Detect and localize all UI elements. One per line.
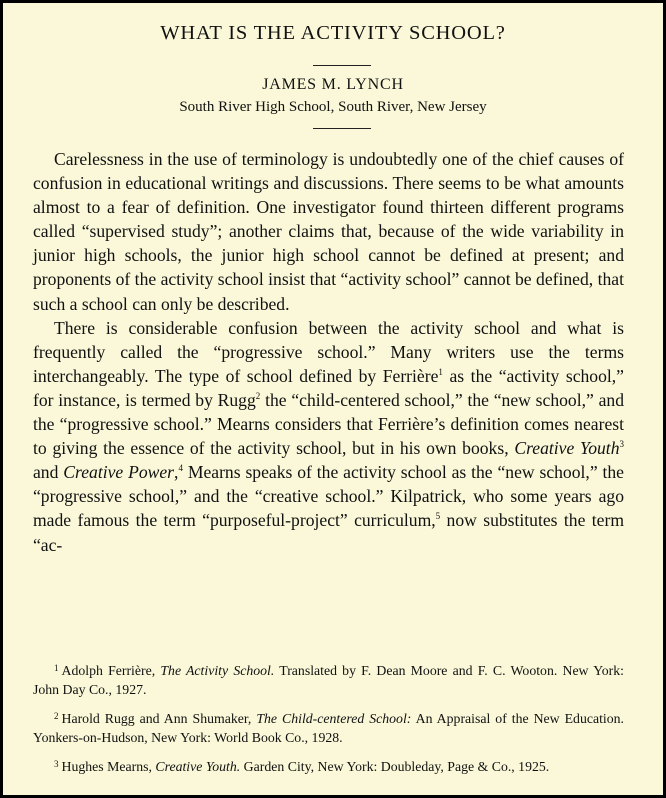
article-body [33,147,624,557]
footnote-ref: 1 [438,366,443,377]
article-title: WHAT IS THE ACTIVITY SCHOOL? [160,22,506,44]
footnote-text: An Appraisal of the New Education. Yonkers-on-Hudson, New York: World Book Co., 1928. [33,711,624,745]
paragraph-2 [33,316,624,557]
author-affiliation: South River High School, South River, New Jersey [179,99,487,115]
text-run: as the “activity school,” for instance, is termed by Rugg [33,365,624,410]
text-run: , [174,462,179,483]
book-title: Creative Youth [514,438,620,459]
book-title: Creative Power [63,462,175,483]
footnote-ref: 4 [178,463,183,474]
footnote-number: 3 [54,759,59,769]
footnote-text: Harold Rugg and Ann Shumaker, [61,711,257,726]
footnote-text: Hughes Mearns, [61,759,156,774]
text-run: There is considerable confusion between the activity school and what is frequently called the “progressive school.” Many writers use the terms interchangeably. The type of school defined by Ferrière [33,317,624,386]
footnotes [33,659,624,776]
footnote-ref: 5 [435,511,441,522]
footnote-ref: 2 [255,391,261,402]
footnote-text: Translated by F. Dean Moore and F. C. Wooton. New York: John Day Co., 1927. [33,663,625,697]
title-rule [313,65,371,66]
byline-rule [313,128,371,129]
footnote [33,755,624,776]
page [3,3,663,795]
text-run: Mearns speaks of the activity school as the “new school,” the “progressive school,” and the “creative school.” Kilpatrick, who some years ago made famous the term “purposeful-project” curriculum, [33,462,624,531]
footnote-ref: 3 [619,439,624,450]
footnote-book-title: The Activity School. [160,663,275,678]
paragraph-1: Carelessness in the use of terminology is undoubtedly one of the chief causes of confusion in educational writings and discussions. There seems to be what amounts almost to a fear of definition. One investigator found thirteen different programs called “supervised study”; another claims that, because of the wide variability in junior high schools, the junior high school cannot be defined at present; and proponents of the activity school insist that “activity school” cannot be defined, that such a school can only be described. [33,149,624,314]
footnote [33,707,624,747]
text-run: the “child-centered school,” the “new school,” and the “progressive school.” Mearns considers that Ferrière’s definition comes nearest to giving the essence of the activity school, but in his own books, [33,389,624,459]
footnote-number: 1 [54,663,59,673]
footnote-book-title: Creative Youth. [155,759,241,774]
footnote-number: 2 [54,711,59,721]
text-run: now substitutes the term “ac- [33,510,625,555]
text-run: and [33,462,64,483]
footnote-book-title: The Child-centered School: [256,711,412,726]
author-name: JAMES M. LYNCH [262,76,404,93]
footnote-text: Adolph Ferrière, [61,663,161,678]
footnote [33,659,624,699]
footnote-text: Garden City, New York: Doubleday, Page & Co., 1925. [240,759,550,774]
